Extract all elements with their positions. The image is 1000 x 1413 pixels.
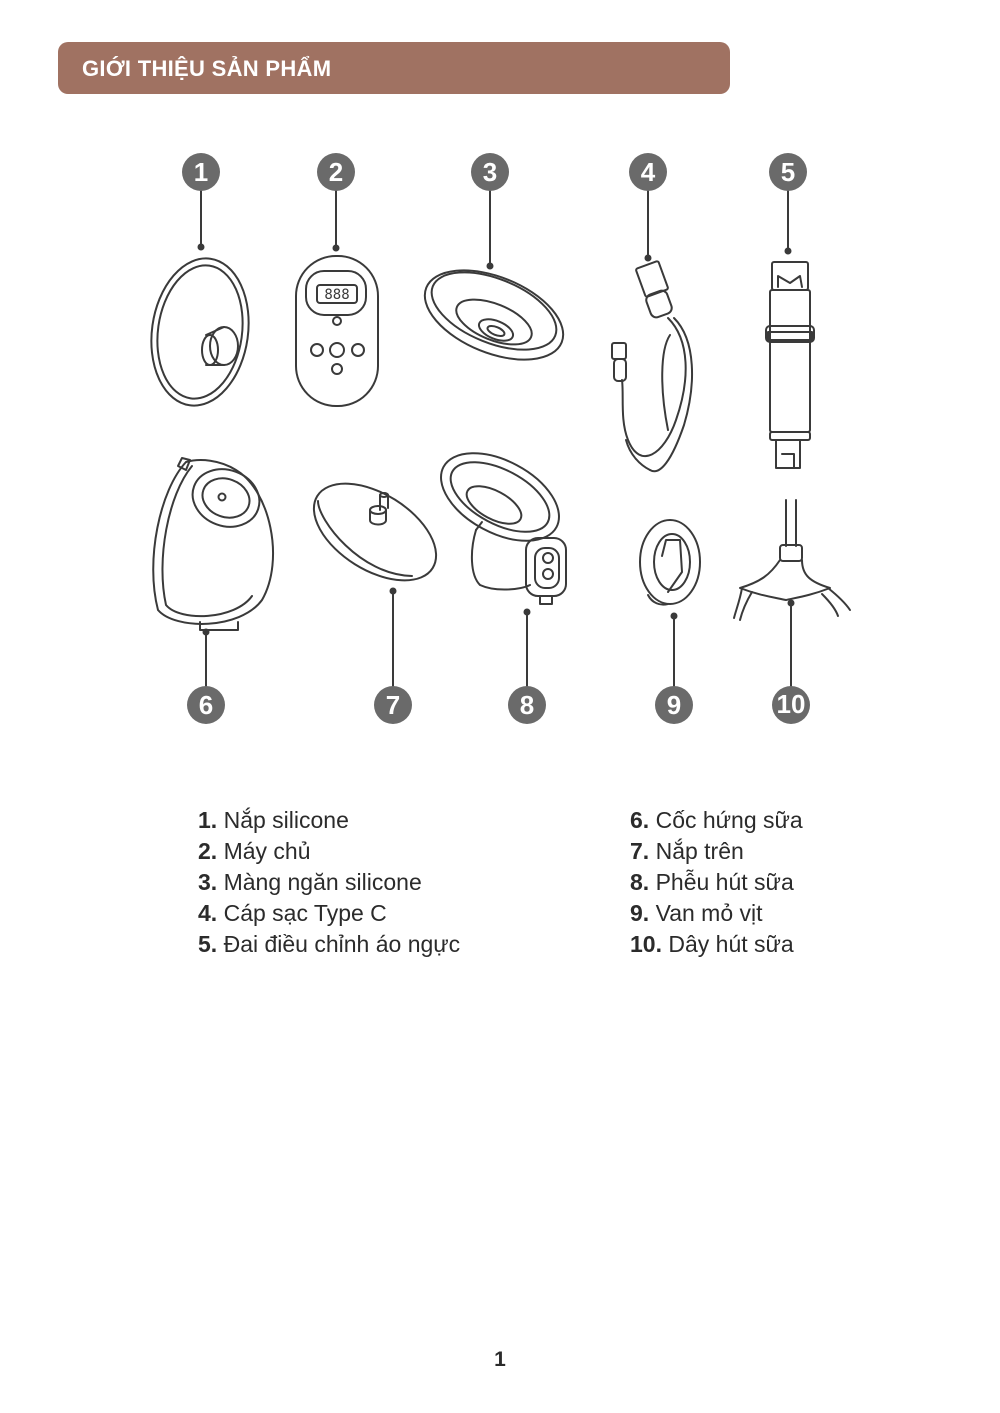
svg-text:1: 1 bbox=[193, 157, 209, 187]
callout-7 bbox=[374, 686, 412, 724]
list-item: 6. Cốc hứng sữa bbox=[630, 807, 803, 833]
display-digits: 888 bbox=[324, 287, 350, 303]
page-number: 1 bbox=[494, 1348, 506, 1371]
list-item: 1. Nắp silicone bbox=[198, 807, 349, 833]
section-title: GIỚI THIỆU SẢN PHẨM bbox=[82, 56, 332, 81]
callout-6 bbox=[187, 686, 225, 724]
duckbill-valve-icon bbox=[640, 520, 700, 605]
top-lid-icon bbox=[297, 464, 453, 601]
main-unit-icon bbox=[296, 256, 378, 406]
bra-strap-icon bbox=[766, 262, 814, 468]
callout-4 bbox=[629, 153, 667, 191]
callout-5 bbox=[769, 153, 807, 191]
svg-text:3: 3 bbox=[482, 157, 498, 187]
breast-shield-icon bbox=[427, 435, 574, 604]
svg-text:2: 2 bbox=[328, 157, 344, 187]
callout-8 bbox=[508, 686, 546, 724]
callout-3 bbox=[471, 153, 509, 191]
usb-type-c-cable-icon bbox=[612, 261, 692, 471]
svg-text:10: 10 bbox=[776, 689, 806, 719]
callout-1 bbox=[182, 153, 220, 191]
leader-lines-bottom bbox=[204, 589, 794, 687]
list-item: 5. Đai điều chỉnh áo ngực bbox=[198, 931, 461, 957]
callout-badges bbox=[182, 153, 810, 724]
svg-text:8: 8 bbox=[519, 690, 535, 720]
callout-9 bbox=[655, 686, 693, 724]
silicone-diaphragm-icon bbox=[412, 252, 576, 377]
svg-text:9: 9 bbox=[666, 690, 682, 720]
svg-text:4: 4 bbox=[640, 157, 656, 187]
parts-list-left bbox=[198, 805, 460, 960]
collection-cup-icon bbox=[153, 458, 273, 630]
svg-text:6: 6 bbox=[198, 690, 214, 720]
list-item: 9. Van mỏ vịt bbox=[630, 900, 763, 926]
svg-text:7: 7 bbox=[385, 690, 401, 720]
leader-lines-top bbox=[199, 190, 791, 269]
callout-2 bbox=[317, 153, 355, 191]
list-item: 8. Phễu hút sữa bbox=[630, 869, 794, 895]
callout-10 bbox=[772, 686, 810, 724]
list-item: 2. Máy chủ bbox=[198, 838, 311, 864]
list-item: 7. Nắp trên bbox=[630, 838, 744, 864]
list-item: 3. Màng ngăn silicone bbox=[198, 869, 422, 895]
parts-list-right bbox=[630, 805, 803, 960]
list-item: 10. Dây hút sữa bbox=[630, 931, 794, 957]
svg-text:5: 5 bbox=[780, 157, 796, 187]
silicone-cover-icon bbox=[142, 252, 258, 412]
list-item: 4. Cáp sạc Type C bbox=[198, 900, 387, 926]
